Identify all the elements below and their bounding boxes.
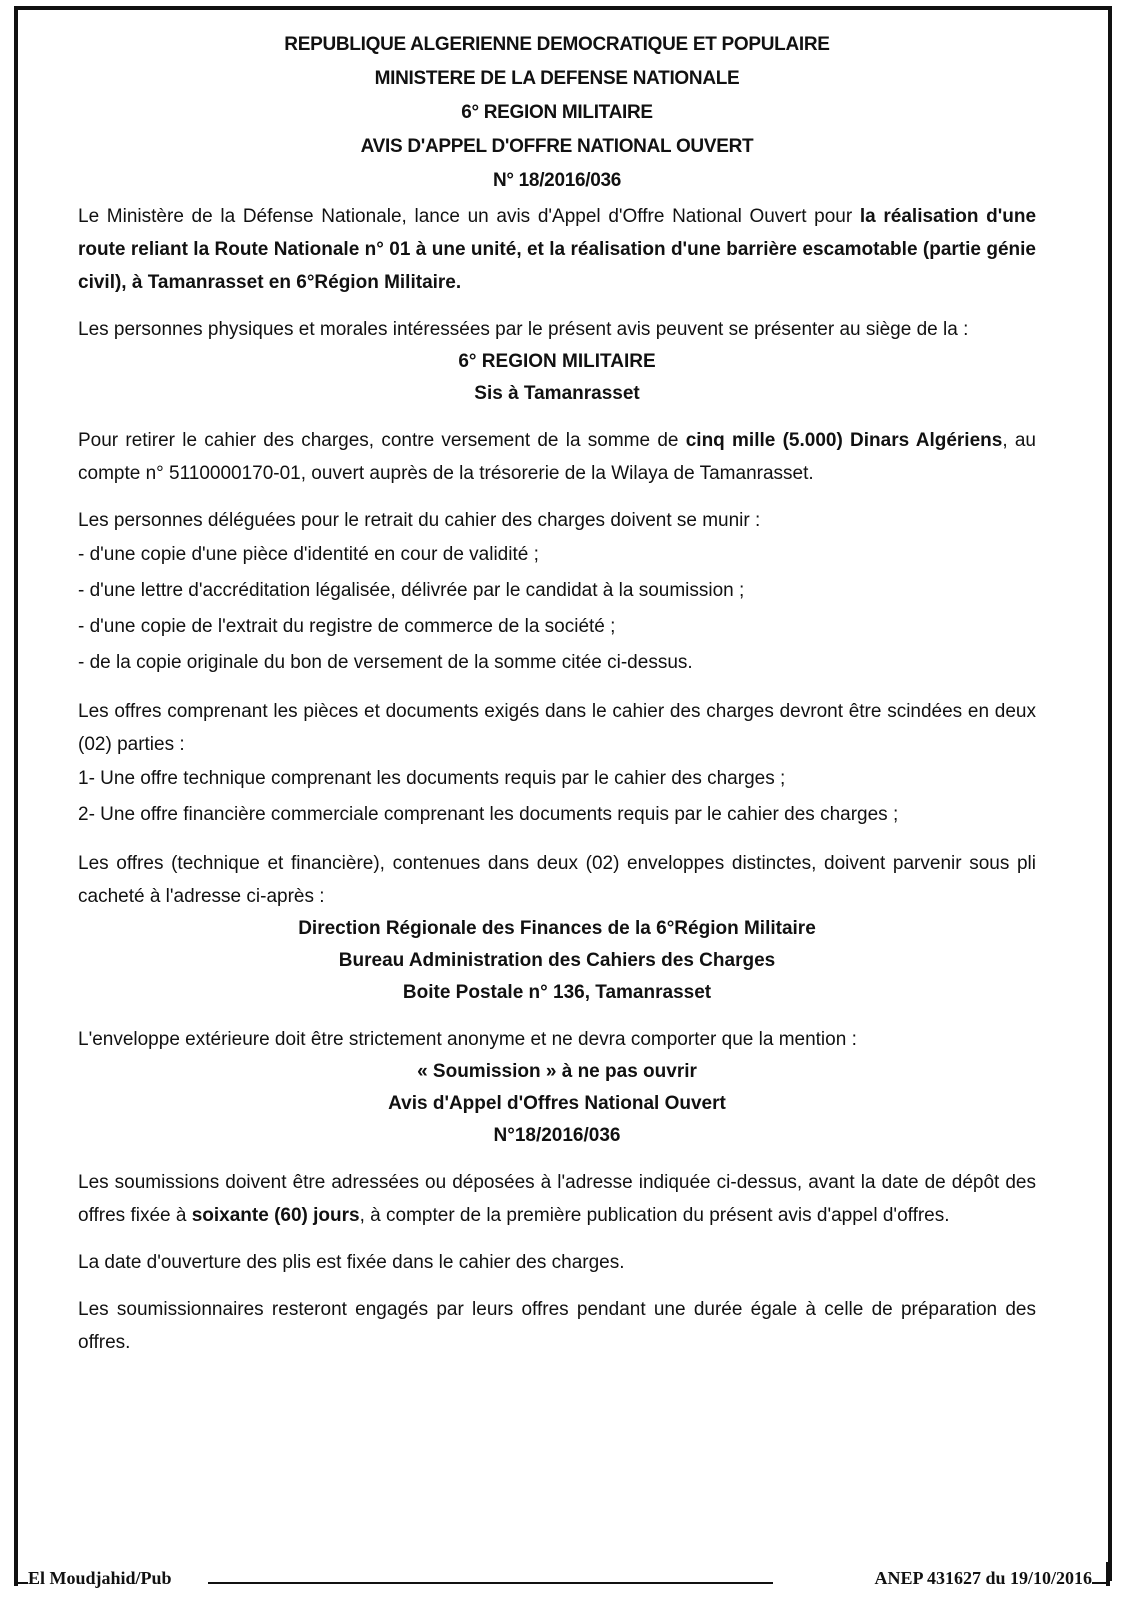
spacer — [78, 299, 1036, 313]
offers-item-financial: 2- Une offre financière commerciale comprenant les documents requis par le cahier des charges ; — [78, 804, 899, 825]
spacer — [78, 410, 1036, 424]
presentation-place-region: 6° REGION MILITAIRE — [458, 351, 656, 372]
footer-reference: ANEP 431627 du 19/10/2016 — [874, 1568, 1092, 1588]
payment-paragraph — [78, 424, 1036, 490]
deadline-days-bold: soixante (60) jours — [191, 1205, 360, 1226]
mention-line-submission: « Soumission » à ne pas ouvrir — [417, 1061, 697, 1082]
presentation-place-city: Sis à Tamanrasset — [474, 383, 640, 404]
spacer — [78, 1009, 1036, 1023]
mention-line-number: N°18/2016/036 — [493, 1125, 621, 1146]
header-notice-number: N° 18/2016/036 — [492, 170, 622, 191]
delegates-intro: Les personnes déléguées pour le retrait du cahier des charges doivent se munir : — [78, 510, 761, 531]
intro-project-bold: la réalisation d'une route reliant la Route Nationale n° 01 à une unité, et la réalisation d'une barrière escamotable (partie génie civil), à Tamanrasset en 6°Région Militaire. — [78, 206, 1037, 293]
spacer — [78, 681, 1036, 695]
intro-text: Le Ministère de la Défense Nationale, lance un avis d'Appel d'Offre National Ouvert pour — [78, 206, 853, 227]
notice-body — [78, 28, 1036, 1359]
delegates-item-3: - d'une copie de l'extrait du registre de commerce de la société ; — [78, 616, 616, 637]
address-line-bureau: Bureau Administration des Cahiers des Charges — [338, 950, 776, 971]
delegates-item-1: - d'une copie d'une pièce d'identité en cour de validité ; — [78, 544, 539, 565]
opening-paragraph: La date d'ouverture des plis est fixée dans le cahier des charges. — [78, 1252, 625, 1273]
commitment-paragraph: Les soumissionnaires resteront engagés par leurs offres pendant une durée égale à celle de préparation des offres. — [78, 1299, 1036, 1353]
envelopes-paragraph: Les offres (technique et financière), contenues dans deux (02) enveloppes distinctes, doivent parvenir sous pli cacheté à l'adresse ci-après : — [78, 853, 1036, 907]
footer-publication: El Moudjahid/Pub — [28, 1568, 172, 1588]
spacer — [78, 1279, 1036, 1293]
spacer — [78, 490, 1036, 504]
offers-item-technical: 1- Une offre technique comprenant les documents requis par le cahier des charges ; — [78, 768, 786, 789]
header-ministry: MINISTERE DE LA DEFENSE NATIONALE — [374, 68, 740, 89]
header-republic: REPUBLIQUE ALGERIENNE DEMOCRATIQUE ET POPULAIRE — [284, 34, 830, 55]
address-line-postbox: Boite Postale n° 136, Tamanrasset — [402, 982, 712, 1003]
address-line-direction: Direction Régionale des Finances de la 6°Région Militaire — [298, 918, 816, 939]
header-region: 6° REGION MILITAIRE — [461, 102, 653, 123]
payment-amount-bold: cinq mille (5.000) Dinars Algériens — [685, 430, 1003, 451]
delegates-item-4: - de la copie originale du bon de versement de la somme citée ci-dessus. — [78, 652, 693, 673]
spacer — [78, 1152, 1036, 1166]
footer-rule — [208, 1582, 773, 1584]
mention-line-notice: Avis d'Appel d'Offres National Ouvert — [388, 1093, 726, 1114]
footer-right-tick — [1092, 1582, 1106, 1584]
presentation-paragraph: Les personnes physiques et morales intéressées par le présent avis peuvent se présenter au siège de la : — [78, 319, 969, 340]
deadline-text-start: Les soumissions doivent être adressées ou déposées à l'adresse indiquée ci-dessus, avant la date de dépôt des offres fixée à — [78, 1172, 1036, 1226]
header-notice-title: AVIS D'APPEL D'OFFRE NATIONAL OUVERT — [360, 136, 754, 157]
payment-text-end: , au compte n° 5110000170-01, ouvert auprès de la trésorerie de la Wilaya de Tamanrasset. — [78, 430, 1036, 484]
anonymous-paragraph: L'enveloppe extérieure doit être strictement anonyme et ne devra comporter que la mention : — [78, 1029, 857, 1050]
footer — [10, 1562, 1122, 1592]
offers-intro: Les offres comprenant les pièces et documents exigés dans le cahier des charges devront être scindées en deux (02) parties : — [78, 701, 1036, 755]
intro-paragraph — [78, 200, 1036, 299]
footer-left-tick — [14, 1582, 28, 1584]
deadline-text-end: , à compter de la première publication du présent avis d'appel d'offres. — [359, 1205, 950, 1226]
footer-right-bracket — [1106, 1562, 1110, 1586]
payment-text-start: Pour retirer le cahier des charges, contre versement de la somme de — [78, 430, 686, 451]
deadline-paragraph — [78, 1166, 1036, 1232]
spacer — [78, 1232, 1036, 1246]
spacer — [78, 833, 1036, 847]
delegates-item-2: - d'une lettre d'accréditation légalisée, délivrée par le candidat à la soumission ; — [78, 580, 745, 601]
